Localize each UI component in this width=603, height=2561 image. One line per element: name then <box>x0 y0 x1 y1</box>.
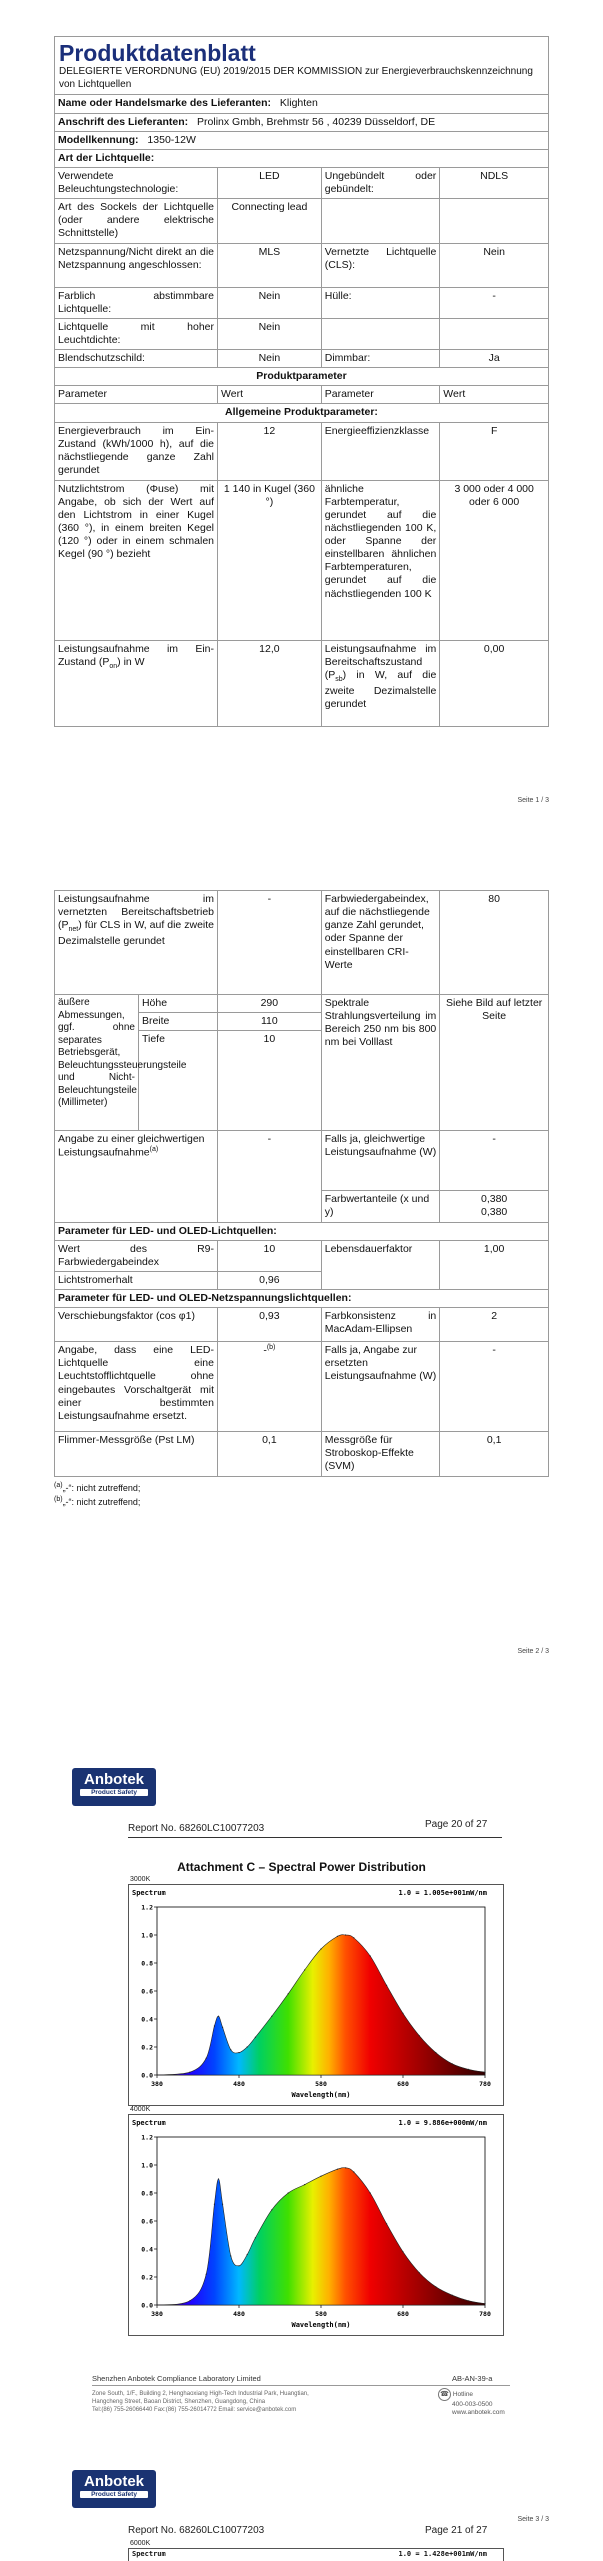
spd-scale: 1.0 = 1.005e+001mW/nm <box>398 1889 487 1897</box>
spectrum-point <box>206 2274 207 2275</box>
table-row <box>55 1131 549 1191</box>
spectrum-point <box>214 2025 215 2026</box>
spd-chart-svg <box>129 1885 503 2105</box>
spectrum-point <box>304 1969 305 1970</box>
param-label: Angabe, dass eine LED-Lichtquelle eine Leuchtstofflichtquelle ohne eingebautes Vorschaltgerät mit einer bestimmten Leistungsaufnahme ersetzt. <box>55 1342 218 1432</box>
column-header: Parameter <box>321 386 440 404</box>
param-value: F <box>440 422 549 480</box>
supplier-address: Prolinx Gmbh, Brehmstr 56 , 40239 Düsseldorf, DE <box>197 115 436 128</box>
report-number: Report No. 68260LC10077203 <box>128 1823 265 1834</box>
spectrum-point <box>468 2069 469 2070</box>
param-value: 0,1 <box>440 1432 549 1476</box>
product-sheet-frame <box>54 36 549 727</box>
table-row <box>55 1308 549 1342</box>
param-label: Nutzlichtstrom (Φuse) mit Angabe, ob sich der Wert auf den Lichtstrom in einer Kugel (360 °), in einem breiten Kegel (120 °) oder in einem schmalen Kegel (90 °) bezieht <box>55 480 218 640</box>
spectrum-point <box>156 2304 157 2305</box>
report-page: Page 20 of 27 <box>425 1819 488 1830</box>
spectrum-point <box>247 2254 248 2255</box>
x-tick-label: 380 <box>151 2310 163 2318</box>
y-tick-label: 0.0 <box>141 2071 153 2080</box>
param-value: 10 <box>218 1031 322 1131</box>
x-axis-label: Wavelength(nm) <box>291 2091 351 2099</box>
spectrum-point <box>255 2237 256 2238</box>
page-footer: Seite 2 / 3 <box>517 1648 549 1655</box>
x-tick-label: 680 <box>397 2310 409 2318</box>
param-label: Hülle: <box>321 287 440 318</box>
anbotek-logo: Anbotek Product Safety <box>72 1768 156 1806</box>
spectrum-point <box>402 2013 403 2014</box>
y-tick-label: 0.6 <box>141 1987 153 1996</box>
spectrum-point <box>218 2178 219 2179</box>
spectrum-point <box>189 2300 190 2301</box>
spectrum-point <box>435 2052 436 2053</box>
product-sheet-frame-2 <box>54 890 549 1507</box>
param-value: NDLS <box>440 167 549 198</box>
table-row <box>55 1240 549 1271</box>
spectrum-point <box>419 2272 420 2273</box>
attachment-title: Attachment C – Spectral Power Distribution <box>177 1860 426 1874</box>
param-value: 0,96 <box>218 1271 322 1289</box>
param-value: 80 <box>440 891 549 995</box>
spd-chart-svg <box>129 2115 503 2335</box>
param-value: 0,380 0,380 <box>440 1191 549 1222</box>
lab-address: Zone South, 1/F., Building 2, Henghaoxiang High-Tech Industrial Park, Huangtian, Hangcheng Street, Baoan District, Shenzhen, Guangdong, China Tel:(86) 755-26066440 Fax:(86) 755-26014772 Email: service@anbotek.com <box>92 2391 309 2414</box>
table-row <box>55 640 549 726</box>
table-row <box>55 1342 549 1432</box>
param-value: - <box>218 1131 322 1222</box>
supplier-address-label: Anschrift des Lieferanten: <box>58 115 189 128</box>
report-page: Page 21 of 27 <box>425 2525 488 2536</box>
y-tick-label: 0.6 <box>141 2217 153 2226</box>
supplier-name-row <box>55 95 549 113</box>
param-label: ähnliche Farbtemperatur, gerundet auf die nächstliegenden 100 K, oder Spanne der einstellbaren ähnlichen Farbtemperaturen, gerundet auf die nächstliegenden 100 K <box>321 480 440 640</box>
param-value: Connecting lead <box>218 199 322 243</box>
param-label: Netzspannung/Nicht direkt an die Netzspannung angeschlossen: <box>55 243 218 287</box>
website: www.anbotek.com <box>452 2409 505 2417</box>
param-label: Leistungsaufnahme im Ein-Zustand $(P_{on})$ in W <box>55 640 218 726</box>
spd-chart-3000k <box>128 1884 504 2106</box>
param-value: Nein <box>218 287 322 318</box>
param-label <box>321 318 440 349</box>
spectrum-point <box>214 2204 215 2205</box>
param-value: 290 <box>218 995 322 1013</box>
param-label: Flimmer-Messgröße (Pst LM) <box>55 1432 218 1476</box>
spectrum-point <box>222 2204 223 2205</box>
spectrum-point <box>353 1937 354 1938</box>
table-row <box>55 422 549 480</box>
spectrum-point <box>484 2072 485 2073</box>
param-value: 3 000 oder 4 000 oder 6 000 <box>440 480 549 640</box>
param-value: 1 140 in Kugel (360 °) <box>218 480 322 640</box>
param-value <box>440 318 549 349</box>
spectrum-point <box>304 2184 305 2185</box>
y-tick-label: 0.8 <box>141 1959 153 1968</box>
spd-ylabel: Spectrum <box>132 1889 166 1897</box>
table-row <box>55 243 549 287</box>
x-axis-label: Wavelength(nm) <box>291 2321 351 2329</box>
spectrum-point <box>345 2167 346 2168</box>
product-sheet-table <box>54 36 549 727</box>
param-value: 110 <box>218 1013 322 1031</box>
sheet-page-2 <box>0 830 603 1680</box>
table-row <box>55 318 549 349</box>
lab-code: AB-AN-39-a <box>452 2374 493 2383</box>
light-source-type-header: Art der Lichtquelle: <box>55 149 549 167</box>
table-row <box>55 891 549 995</box>
spectrum-point <box>402 2251 403 2252</box>
cct-label: 6000K <box>130 2540 151 2547</box>
page-footer: Seite 1 / 3 <box>517 797 549 804</box>
param-value: 0,1 <box>218 1432 322 1476</box>
spectrum-point <box>206 2058 207 2059</box>
product-parameters-header: Produktparameter <box>55 368 549 386</box>
spectrum-point <box>320 1948 321 1949</box>
model-value: 1350-12W <box>147 133 196 146</box>
spd-scale: 1.0 = 1.428e+001mW/nm <box>398 2550 487 2558</box>
param-value: 12,0 <box>218 640 322 726</box>
spectrum-point <box>230 2255 231 2256</box>
param-label: Lichtstromerhalt <box>55 1271 218 1289</box>
spectrum-point <box>435 2286 436 2287</box>
spectrum-point <box>386 2223 387 2224</box>
y-tick-label: 1.2 <box>141 2133 153 2142</box>
product-sheet-table-2 <box>54 890 549 1477</box>
param-value: - <box>440 287 549 318</box>
model-row <box>55 131 549 149</box>
param-value: MLS <box>218 243 322 287</box>
y-tick-label: 0.4 <box>141 2015 153 2024</box>
param-label: Angabe zu einer gleichwertigen Leistungsaufnahme$^{(a)}$ <box>55 1131 218 1222</box>
param-value: 12 <box>218 422 322 480</box>
sheet-page-3 <box>0 1680 603 2560</box>
param-label: Wert des R9-Farbwiedergabeindex <box>55 1240 218 1271</box>
spectrum-point <box>271 2016 272 2017</box>
page-footer: Seite 3 / 3 <box>517 2516 549 2523</box>
spectrum-point <box>218 2016 219 2017</box>
spectrum-point <box>386 1985 387 1986</box>
param-label: Farbwertanteile (x und y) <box>321 1191 440 1222</box>
param-label: Leistungsaufnahme im vernetzten Bereitschaftsbetrieb $(P_{net})$ für CLS in W, auf die zweite Dezimalstelle gerundet <box>55 891 218 995</box>
model-label: Modellkennung: <box>58 133 139 146</box>
param-value: 2 <box>440 1308 549 1342</box>
y-tick-label: 0.8 <box>141 2189 153 2198</box>
spectrum-point <box>370 1955 371 1956</box>
table-row <box>55 995 549 1013</box>
test-report-page <box>0 1680 603 2500</box>
spectrum-point <box>353 2171 354 2172</box>
dimension-label: Tiefe <box>138 1031 217 1131</box>
param-label: Ungebündelt oder gebündelt: <box>321 167 440 198</box>
led-parameters-header: Parameter für LED- und OLED-Lichtquellen: <box>55 1222 549 1240</box>
param-value: 0,00 <box>440 640 549 726</box>
spectrum-point <box>255 2037 256 2038</box>
param-value: Nein <box>218 318 322 349</box>
hotline-label: Hotline <box>452 2391 474 2399</box>
spectrum-point <box>337 1936 338 1937</box>
spd-scale: 1.0 = 9.886e+000mW/nm <box>398 2119 487 2127</box>
param-label: Blendschutzschild: <box>55 350 218 368</box>
param-label: Falls ja, gleichwertige Leistungsaufnahme (W) <box>321 1131 440 1191</box>
supplier-name-label: Name oder Handelsmarke des Lieferanten: <box>58 97 271 110</box>
divider <box>128 1837 502 1838</box>
table-row <box>55 287 549 318</box>
param-value: 0,93 <box>218 1308 322 1342</box>
param-label: Dimmbar: <box>321 350 440 368</box>
y-tick-label: 0.2 <box>141 2043 153 2052</box>
param-value: - <box>440 1131 549 1191</box>
supplier-name: Klighten <box>279 97 318 110</box>
spectrum-point <box>238 2052 239 2053</box>
spectrum-point <box>320 2176 321 2177</box>
table-row <box>55 167 549 198</box>
spectrum-area <box>157 2168 485 2305</box>
anbotek-logo: Anbotek Product Safety <box>72 2470 156 2508</box>
spectrum-point <box>484 2303 485 2304</box>
param-label: Art des Sockels der Lichtquelle (oder andere elektrische Schnittstelle) <box>55 199 218 243</box>
param-label: Lichtquelle mit hoher Leuchtdichte: <box>55 318 218 349</box>
report-number: Report No. 68260LC10077203 <box>128 2525 265 2536</box>
param-label <box>321 199 440 243</box>
spectrum-point <box>288 1993 289 1994</box>
spectrum-point <box>230 2049 231 2050</box>
table-row <box>55 199 549 243</box>
param-value: 1,00 <box>440 1240 549 1289</box>
spectrum-point <box>468 2300 469 2301</box>
param-label: Falls ja, Angabe zur ersetzten Leistungsaufnahme (W) <box>321 1342 440 1432</box>
sheet-page-1 <box>0 0 603 830</box>
spectrum-point <box>337 2169 338 2170</box>
spectrum-point <box>419 2035 420 2036</box>
spd-chart-6000k-header <box>128 2548 504 2561</box>
table-row <box>55 350 549 368</box>
spd-ylabel: Spectrum <box>132 2119 166 2127</box>
column-header: Parameter <box>55 386 218 404</box>
param-label: Farbwiedergabeindex, auf die nächstliegende ganze Zahl gerundet, oder Spanne der einstellbaren CRI-Werte <box>321 891 440 995</box>
footnote-a: $^{(a)}$„-“: nicht zutreffend; <box>54 1481 141 1493</box>
spectrum-area <box>157 1935 485 2075</box>
spd-chart-4000k <box>128 2114 504 2336</box>
y-tick-label: 0.4 <box>141 2245 153 2254</box>
x-tick-label: 680 <box>397 2080 409 2088</box>
param-value: Siehe Bild auf letzter Seite <box>440 995 549 1131</box>
param-label: Energieverbrauch im Ein-Zustand (kWh/1000 h), auf die nächstliegende ganze Zahl gerundet <box>55 422 218 480</box>
mains-parameters-header: Parameter für LED- und OLED-Netzspannungslichtquellen: <box>55 1290 549 1308</box>
y-tick-label: 1.2 <box>141 1903 153 1912</box>
param-label: Lebensdauerfaktor <box>321 1240 440 1289</box>
param-value: Nein <box>218 350 322 368</box>
param-value: - <box>218 891 322 995</box>
param-label: Spektrale Strahlungsverteilung im Bereich 250 nm bis 800 nm bei Volllast <box>321 995 440 1131</box>
column-header: Wert <box>440 386 549 404</box>
spectrum-point <box>189 2072 190 2073</box>
spectrum-point <box>247 2046 248 2047</box>
param-value <box>440 199 549 243</box>
x-tick-label: 780 <box>479 2310 491 2318</box>
param-value: Ja <box>440 350 549 368</box>
table-row <box>55 1432 549 1476</box>
hotline-number: 400-003-0500 <box>452 2401 493 2408</box>
cct-label: 4000K <box>130 2106 151 2113</box>
param-value: -$^{(b)}$ <box>218 1342 322 1432</box>
param-value: - <box>440 1342 549 1432</box>
x-tick-label: 380 <box>151 2080 163 2088</box>
phone-icon: ☎ <box>438 2388 451 2401</box>
cct-label: 3000K <box>130 1876 151 1883</box>
param-label: äußere Abmessungen, ggf. ohne separates Betriebsgerät, Beleuchtungssteuerungsteile und Nicht-Beleuchtungsteile (Millimeter) <box>55 995 139 1131</box>
spd-ylabel: Spectrum <box>132 2550 166 2558</box>
param-label: Farblich abstimmbare Lichtquelle: <box>55 287 218 318</box>
param-value: LED <box>218 167 322 198</box>
spectrum-point <box>370 2192 371 2193</box>
x-tick-label: 580 <box>315 2310 327 2318</box>
column-header: Wert <box>218 386 322 404</box>
param-label: Energieeffizienzklasse <box>321 422 440 480</box>
param-label: Verwendete Beleuchtungstechnologie: <box>55 167 218 198</box>
lab-name: Shenzhen Anbotek Compliance Laboratory Limited <box>92 2374 261 2383</box>
y-tick-label: 1.0 <box>141 1931 153 1940</box>
param-label: Verschiebungsfaktor (cos φ1) <box>55 1308 218 1342</box>
param-value: Nein <box>440 243 549 287</box>
sheet-subtitle: DELEGIERTE VERORDNUNG (EU) 2019/2015 DER KOMMISSION zur Energieverbrauchskennzeichnung von Lichtquellen <box>59 66 533 90</box>
hotline-block <box>438 2388 505 2418</box>
y-tick-label: 1.0 <box>141 2161 153 2170</box>
spectrum-point <box>452 2063 453 2064</box>
y-tick-label: 0.0 <box>141 2301 153 2310</box>
sheet-title: Produktdatenblatt <box>59 40 256 66</box>
y-tick-label: 0.2 <box>141 2273 153 2282</box>
x-tick-label: 780 <box>479 2080 491 2088</box>
footnote-b: $^{(b)}$„-“: nicht zutreffend; <box>54 1495 141 1507</box>
spectrum-point <box>271 2209 272 2210</box>
x-tick-label: 480 <box>233 2310 245 2318</box>
spectrum-point <box>288 2192 289 2193</box>
spectrum-point <box>452 2295 453 2296</box>
divider <box>92 2385 510 2386</box>
x-tick-label: 480 <box>233 2080 245 2088</box>
spectrum-point <box>345 1934 346 1935</box>
general-parameters-header: Allgemeine Produktparameter: <box>55 404 549 422</box>
spectrum-point <box>222 2027 223 2028</box>
x-tick-label: 580 <box>315 2080 327 2088</box>
param-label: Farbkonsistenz in MacAdam-Ellipsen <box>321 1308 440 1342</box>
dimension-label: Höhe <box>138 995 217 1013</box>
spectrum-point <box>238 2265 239 2266</box>
param-label: Messgröße für Stroboskop-Effekte (SVM) <box>321 1432 440 1476</box>
param-value: 10 <box>218 1240 322 1271</box>
supplier-address-row <box>55 113 549 131</box>
column-header-row <box>55 386 549 404</box>
spectrum-point <box>156 2074 157 2075</box>
param-label: Vernetzte Lichtquelle (CLS): <box>321 243 440 287</box>
table-row <box>55 480 549 640</box>
param-label: Leistungsaufnahme im Bereitschaftszustand $(P_{sb})$ in W, auf die zweite Dezimalstelle gerundet <box>321 640 440 726</box>
dimension-label: Breite <box>138 1013 217 1031</box>
